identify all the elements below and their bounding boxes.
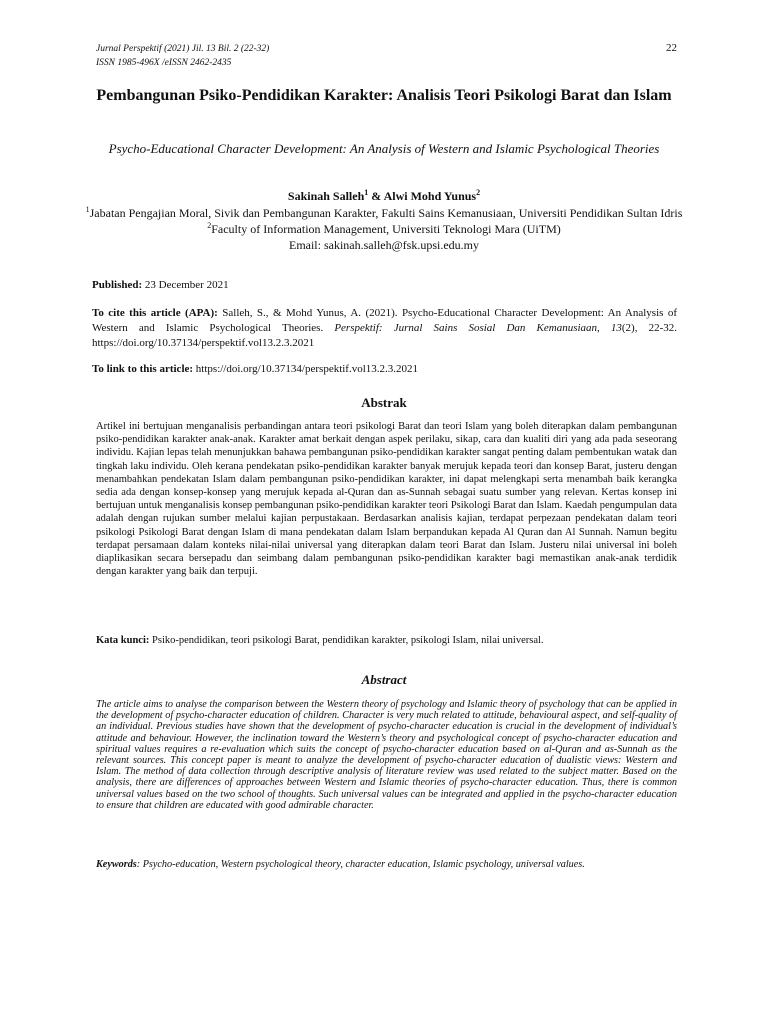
citation-journal: Perspektif: Jurnal Sains Sosial Dan Kemanusiaan [334,322,598,334]
paper-subtitle: Psycho-Educational Character Development: An Analysis of Western and Islamic Psychological Theories [108,141,660,156]
affiliation [80,221,688,237]
affiliation [80,205,688,221]
keywords-text: : Psycho-education, Western psychological theory, character education, Islamic psychology, universal values. [136,859,585,870]
affiliations [80,205,688,253]
link-label: To link to this article: [92,363,194,375]
keywords-label: Keywords [96,859,137,870]
abstrak-body: Artikel ini bertujuan menganalisis perbandingan antara teori psikologi Barat dan teori Islam yang boleh diterapkan dalam pembangunan psiko-pendidikan karakter anak-anak. Karakter amat berkait dengan aspek perilaku, sikap, cara dan kualiti diri yang ada pada seseorang individu. Kajian lepas telah menunjukkan bahawa pembangunan psiko-pendidikan karakter sangat penting dalam pembentukan watak dan tingkah laku individu. Oleh kerana pendekatan psiko-pendidikan karakter banyak merujuk kepada teori dan konsep Barat, justeru dengan menambahkan pendekatan Islam dalam pembangunan psiko-pendidikan karakter, ini dapat melengkapi serta menambah baik kerangka sedia ada dengan konsep-konsep yang merujuk kepada al-Quran dan as-Sunnah sebagai suatu sumber yang relevan. Kertas konsep ini bertujuan untuk menganalisis konsep pembangunan psiko-pendidikan karakter teori Psikologi Barat dan Islam. Kaedah pengumpulan data adalah dengan rujukan sumber melalui kajian perpustakaan. Berdasarkan analisis kajian, terdapat perpezaan pendekatan dalam teori psikologi Psikologi Barat dengan Islam di mana pendekatan dalam Islam berpandukan kepada Al Quran dan Al Sunnah. Namun begitu terdapat persamaan dalam konteks nilai-nilai universal yang diterapkan dalam teori Barat dan Islam. Justeru nilai universal ini boleh diaplikasikan secara bersepadu dan seimbang dalam pembangunan psiko-pendidikan karakter bagi memastikan anak-anak terdidik dengan karakter yang baik dan terpuji. [96,421,677,578]
author-sup: 1 [364,188,369,197]
abstract-body: The article aims to analyse the comparison between the Western theory of psychology and Islamic theory of psychology that can be applied in the development of psycho-character education of children. Character is very much related to attitude, behavioural aspect, and self-quality of an individual. Previous studies have shown that the development of psycho-character education is crucial in the development of individual’s attitude and behaviour. However, the inclination toward the Western’s theory and psychological concept of psycho-character education and spiritual values requires a re-evaluation which suits the concept of psycho-character education based on al-Quran and as-Sunnah as the relevant sources. This concept paper is meant to analyze the development of psycho-character education of dualistic views: Western and Islam. The method of data collection through descriptive analysis of literature review was used related to the subject matter. Based on the analysis, there are differences of approaches between Western and Islamic theories of psycho-character education. Thus, there is common universal values based on the two school of thoughts. Such universal values can be integrated and applied in the psycho-character education to ensure that children are educated with good admirable character. [96,699,677,811]
citation-sep: , [597,322,611,334]
affiliation-text: Faculty of Information Management, Universiti Teknologi Mara (UiTM) [211,222,561,236]
issn-line: ISSN 1985-496X /eISSN 2462-2435 [96,58,232,68]
citation-text: Salleh, S., & Mohd Yunus, A. (2021). Psycho-Educational Character Development: An Analysis of Western and Islamic Psychological Theories. [92,307,677,334]
keywords-line [96,859,677,870]
affiliation-sup: 1 [85,205,90,214]
citation-rest: (2), 22-32. https://doi.org/10.37134/perspektif.vol13.2.3.2021 [92,322,677,349]
kata-kunci-line [96,634,677,647]
author-name: Sakinah Salleh [287,189,365,203]
paper-title: Pembangunan Psiko-Pendidikan Karakter: Analisis Teori Psikologi Barat dan Islam [96,87,672,104]
kata-kunci-label: Kata kunci: [96,635,150,646]
doi-link[interactable]: https://doi.org/10.37134/perspektif.vol13.2.3.2021 [195,363,419,375]
page-number: 22 [666,42,677,54]
author-separator: & [368,189,384,203]
citation-volume: 13 [610,322,622,334]
affiliation-sup: 2 [207,221,212,230]
kata-kunci-text: Psiko-pendidikan, teori psikologi Barat, pendidikan karakter, psikologi Islam, nilai universal. [152,635,544,646]
author-sup: 2 [476,188,481,197]
citation-block [92,306,677,351]
published-label: Published: [92,279,143,291]
published-line [92,278,677,293]
published-date: 23 December 2021 [144,279,229,291]
affiliation-text: Jabatan Pengajian Moral, Sivik dan Pembangunan Karakter, Fakulti Sains Kemanusiaan, Universiti Pendidikan Sultan Idris [89,206,683,220]
link-line [92,362,677,377]
author-list [80,188,688,204]
author-email[interactable]: Email: sakinah.salleh@fsk.upsi.edu.my [288,238,480,252]
citation-label: To cite this article (APA): [92,307,218,319]
journal-header [96,42,269,70]
abstrak-heading: Abstrak [361,395,407,410]
journal-line: Jurnal Perspektif (2021) Jil. 13 Bil. 2 (22-32) [96,44,270,54]
author-name: Alwi Mohd Yunus [383,189,477,203]
abstract-heading: Abstract [361,672,407,687]
